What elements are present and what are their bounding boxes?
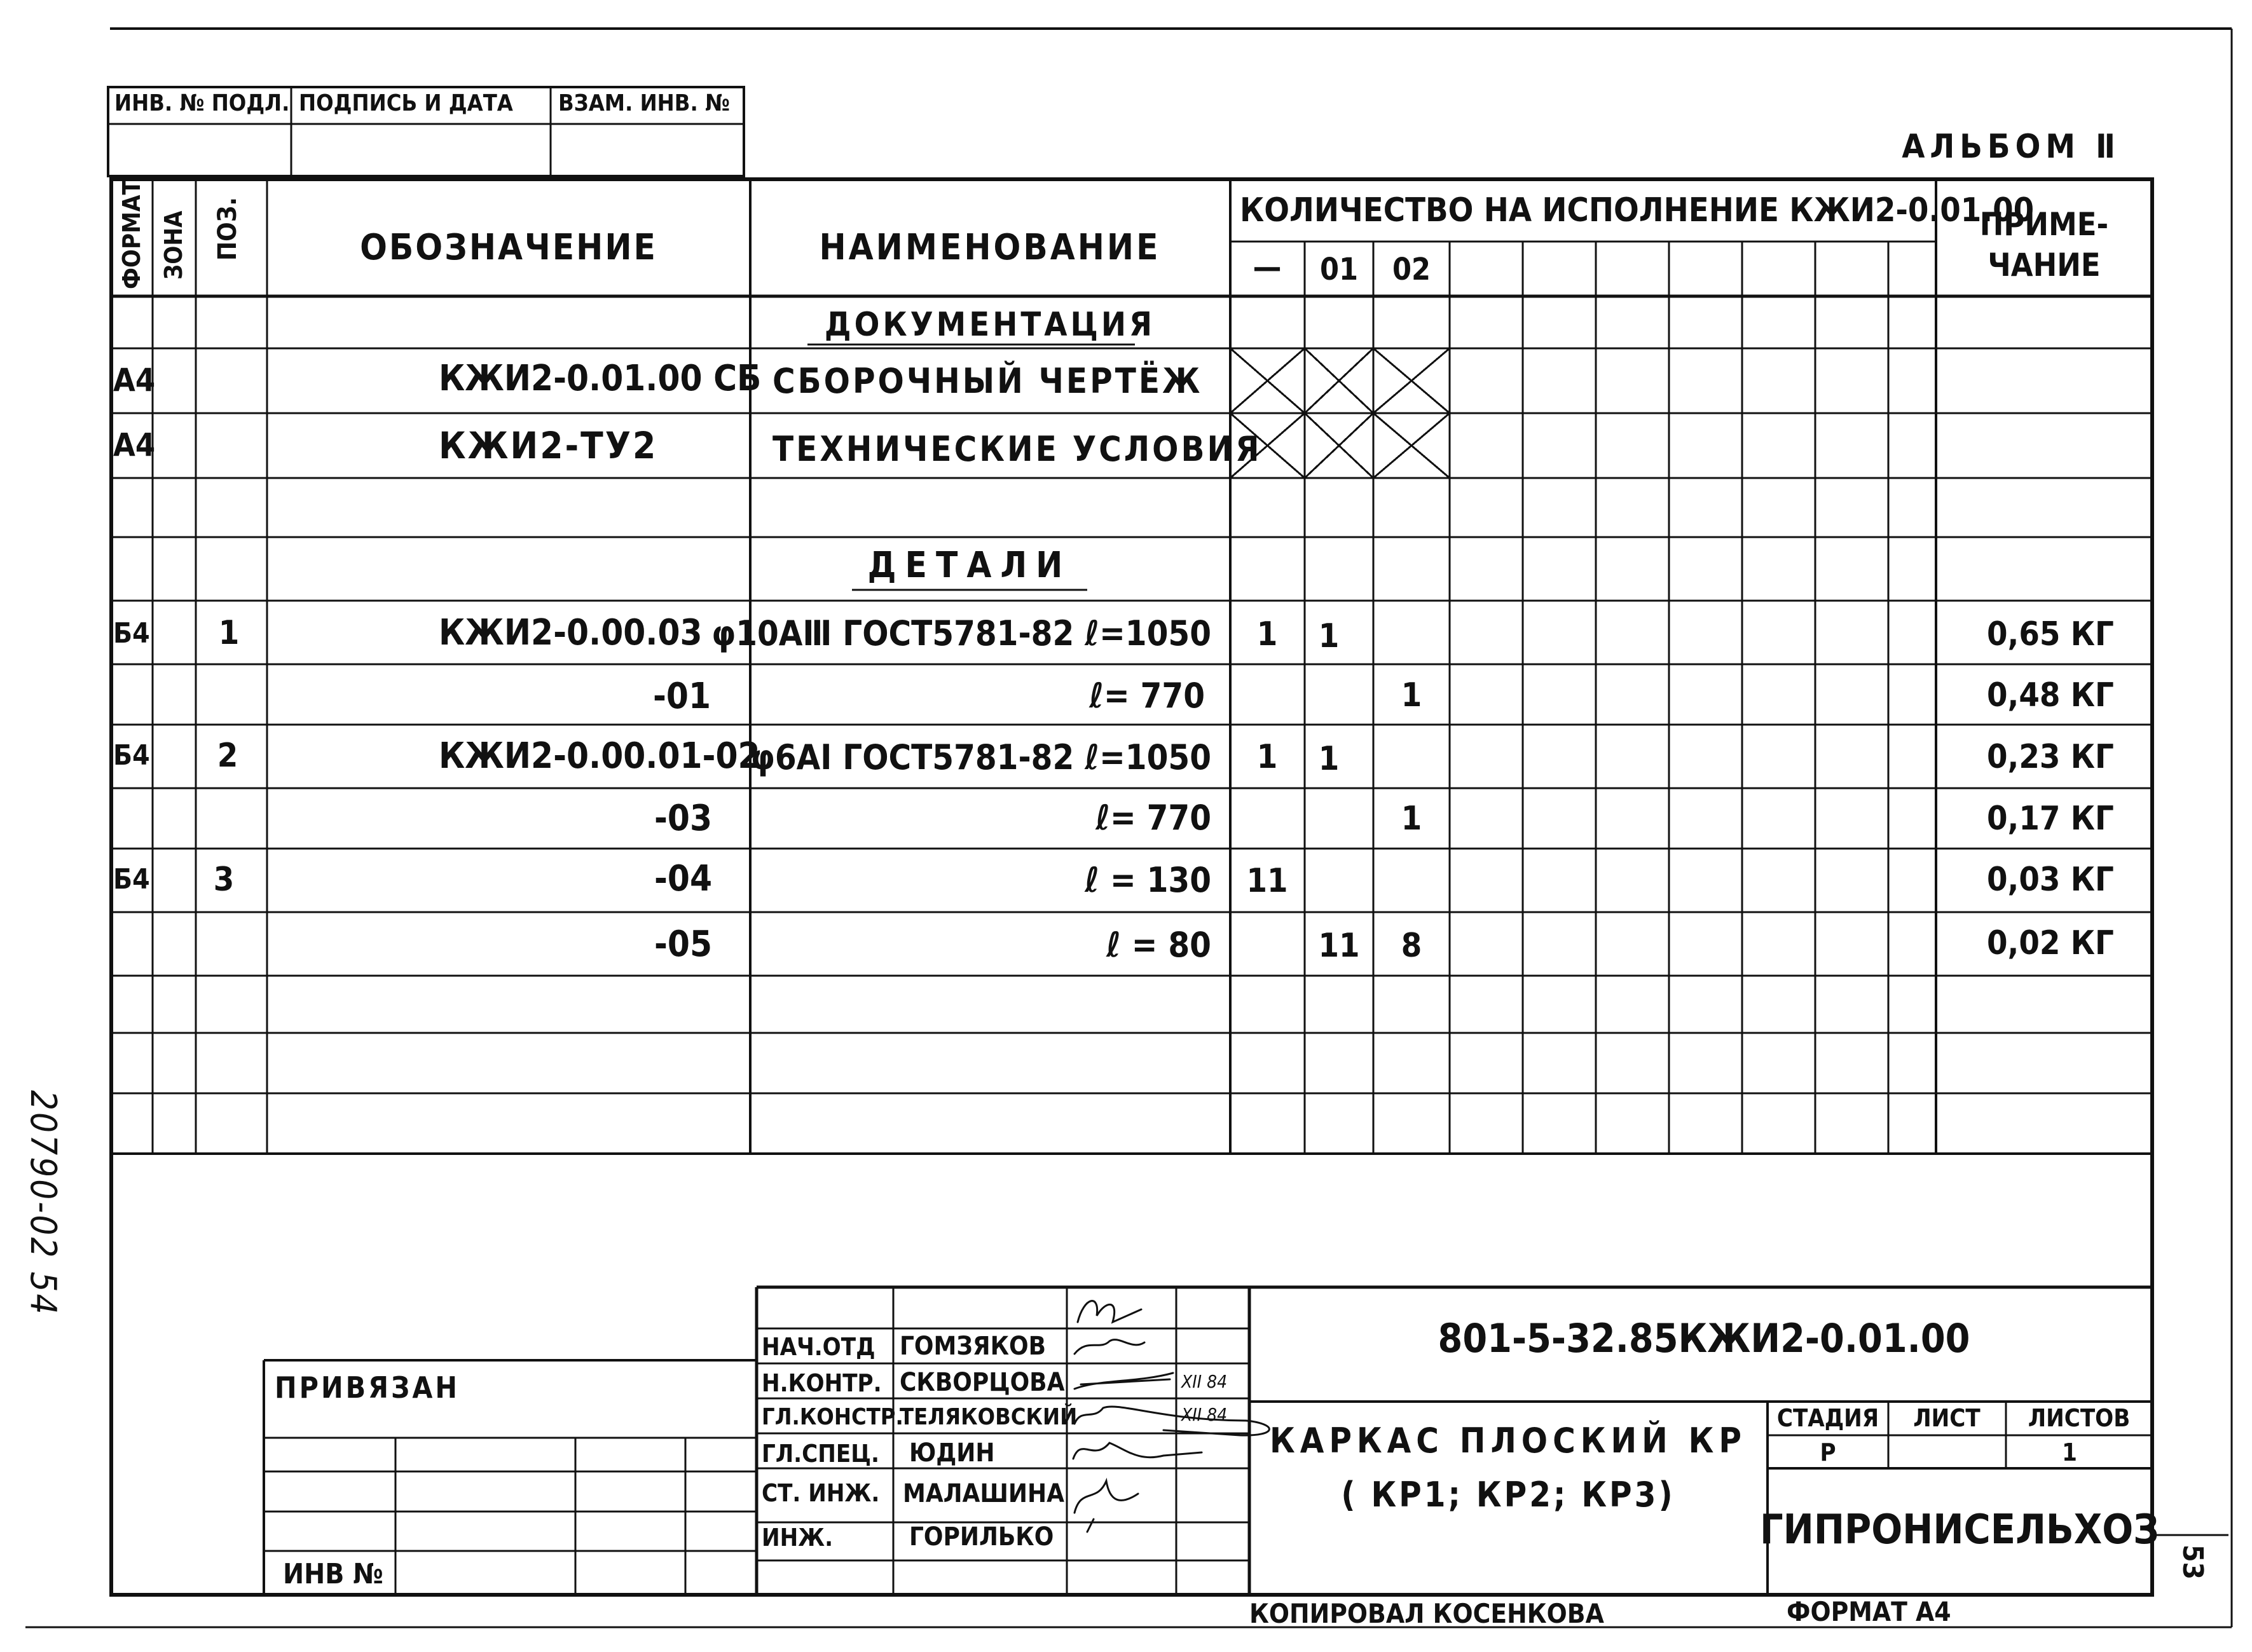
section-title-details: ДЕТАЛИ [867, 545, 1072, 586]
signer-date-1: XII 84 [1181, 1371, 1228, 1392]
header-designation: ОБОЗНАЧЕНИЕ [360, 227, 657, 268]
row8-note: 0,17 КГ [1987, 800, 2114, 838]
row2-name: ТЕХНИЧЕСКИЕ УСЛОВИЯ [772, 429, 1262, 469]
row9-designation: -04 [654, 858, 712, 899]
row9-qty-base: 11 [1246, 862, 1288, 900]
row7-format: Б4 [113, 739, 150, 772]
row5-designation: КЖИ2-0.00.03 [439, 612, 703, 653]
row5-note: 0,65 КГ [1987, 615, 2114, 653]
signer-role-5: ИНЖ. [762, 1524, 834, 1552]
album-label: АЛЬБОМ Ⅱ [1902, 128, 2120, 166]
stamp-podpis-data-label: ПОДПИСЬ И ДАТА [299, 90, 513, 116]
row1-name: СБОРОЧНЫЙ ЧЕРТЁЖ [772, 361, 1203, 401]
signer-name-0: ГОМЗЯКОВ [900, 1332, 1047, 1361]
row10-name: ℓ = 80 [1106, 925, 1211, 965]
copied-by: КОПИРОВАЛ КОСЕНКОВА [1249, 1598, 1604, 1629]
row2-designation: КЖИ2-ТУ2 [439, 424, 658, 467]
signer-name-1: СКВОРЦОВА [900, 1368, 1065, 1397]
row9-note: 0,03 КГ [1987, 861, 2114, 899]
sheets-label: ЛИСТОВ [2028, 1404, 2131, 1432]
row7-poz: 2 [217, 737, 238, 775]
row6-qty-02: 1 [1401, 676, 1422, 714]
stamp-inv-podl-label: ИНВ. № ПОДЛ. [114, 90, 290, 116]
signer-role-4: СТ. ИНЖ. [762, 1479, 880, 1507]
doc-code: 801-5-32.85КЖИ2-0.01.00 [1438, 1315, 1970, 1362]
title-line2: ( КР1; КР2; КР3) [1341, 1475, 1675, 1515]
stage-label: СТАДИЯ [1776, 1404, 1879, 1432]
header-variant-02: 02 [1392, 252, 1431, 287]
row1-format: А4 [113, 362, 156, 399]
header-zona: ЗОНА [160, 210, 188, 280]
row7-name: φ6АⅠ ГОСТ5781-82 ℓ=1050 [750, 737, 1211, 777]
row8-qty-02: 1 [1401, 800, 1422, 838]
row7-note: 0,23 КГ [1987, 738, 2114, 776]
stage-value: Р [1820, 1438, 1836, 1466]
header-variant-01: 01 [1319, 252, 1359, 287]
privyazan-label: ПРИВЯЗАН [275, 1370, 460, 1405]
row2-format: А4 [113, 427, 156, 463]
row10-designation: -05 [654, 924, 712, 965]
row6-name: ℓ= 770 [1089, 676, 1205, 716]
row5-format: Б4 [113, 617, 150, 650]
header-format: ФОРМАТ [118, 180, 146, 289]
signer-name-3: ЮДИН [909, 1438, 995, 1468]
sheet-label: ЛИСТ [1913, 1404, 1981, 1432]
row1-designation: КЖИ2-0.01.00 СБ [439, 358, 762, 399]
row5-qty-base: 1 [1256, 615, 1278, 653]
row6-designation: -01 [652, 676, 711, 717]
row7-qty-base: 1 [1256, 738, 1278, 776]
signer-name-2: ТЕЛЯКОВСКИЙ [900, 1404, 1078, 1430]
header-note-line1: ПРИМЕ- [1979, 206, 2109, 243]
header-name: НАИМЕНОВАНИЕ [819, 227, 1161, 268]
row8-name: ℓ= 770 [1095, 798, 1211, 838]
page-number: 53 [2176, 1545, 2209, 1580]
row5-poz: 1 [218, 614, 240, 652]
row6-note: 0,48 КГ [1987, 676, 2114, 714]
signer-role-2: ГЛ.КОНСТР. [762, 1404, 903, 1430]
row9-poz: 3 [213, 861, 235, 899]
organization-name: ГИПРОНИСЕЛЬХОЗ [1759, 1506, 2160, 1553]
signer-name-5: ГОРИЛЬКО [909, 1522, 1054, 1552]
header-note-line2: ЧАНИЕ [1988, 247, 2101, 283]
signer-date-2: XII 84 [1181, 1404, 1228, 1425]
row5-qty-01: 1 [1318, 617, 1340, 655]
header-qty-title: КОЛИЧЕСТВО НА ИСПОЛНЕНИЕ КЖИ2-0.01.00 [1240, 191, 2035, 229]
inv-no-label: ИНВ № [283, 1558, 383, 1590]
stamp-vzam-inv-label: ВЗАМ. ИНВ. № [558, 90, 730, 116]
sheets-value: 1 [2062, 1438, 2077, 1466]
signer-role-1: Н.КОНТР. [762, 1369, 882, 1397]
row10-qty-02: 8 [1401, 927, 1422, 965]
header-poz: ПОЗ. [213, 197, 242, 261]
row7-qty-01: 1 [1318, 740, 1340, 778]
row10-qty-01: 11 [1318, 927, 1360, 965]
row7-designation: КЖИ2-0.00.01-02 [439, 735, 760, 777]
row9-name: ℓ = 130 [1085, 860, 1211, 900]
title-line1: КАРКАС ПЛОСКИЙ КР [1270, 1421, 1747, 1461]
signer-role-3: ГЛ.СПЕЦ. [762, 1440, 879, 1468]
header-variant-dash: — [1253, 249, 1282, 285]
margin-archive-number: 20790-02 54 [22, 1090, 64, 1316]
section-title-documentation: ДОКУМЕНТАЦИЯ [824, 306, 1156, 344]
row10-note: 0,02 КГ [1987, 924, 2114, 962]
row5-name: φ10АⅢ ГОСТ5781-82 ℓ=1050 [711, 613, 1211, 653]
row8-designation: -03 [654, 798, 712, 839]
signer-role-0: НАЧ.ОТД [762, 1333, 875, 1361]
format-label: ФОРМАТ А4 [1787, 1596, 1951, 1627]
signer-name-4: МАЛАШИНА [903, 1479, 1064, 1508]
row9-format: Б4 [113, 863, 150, 896]
